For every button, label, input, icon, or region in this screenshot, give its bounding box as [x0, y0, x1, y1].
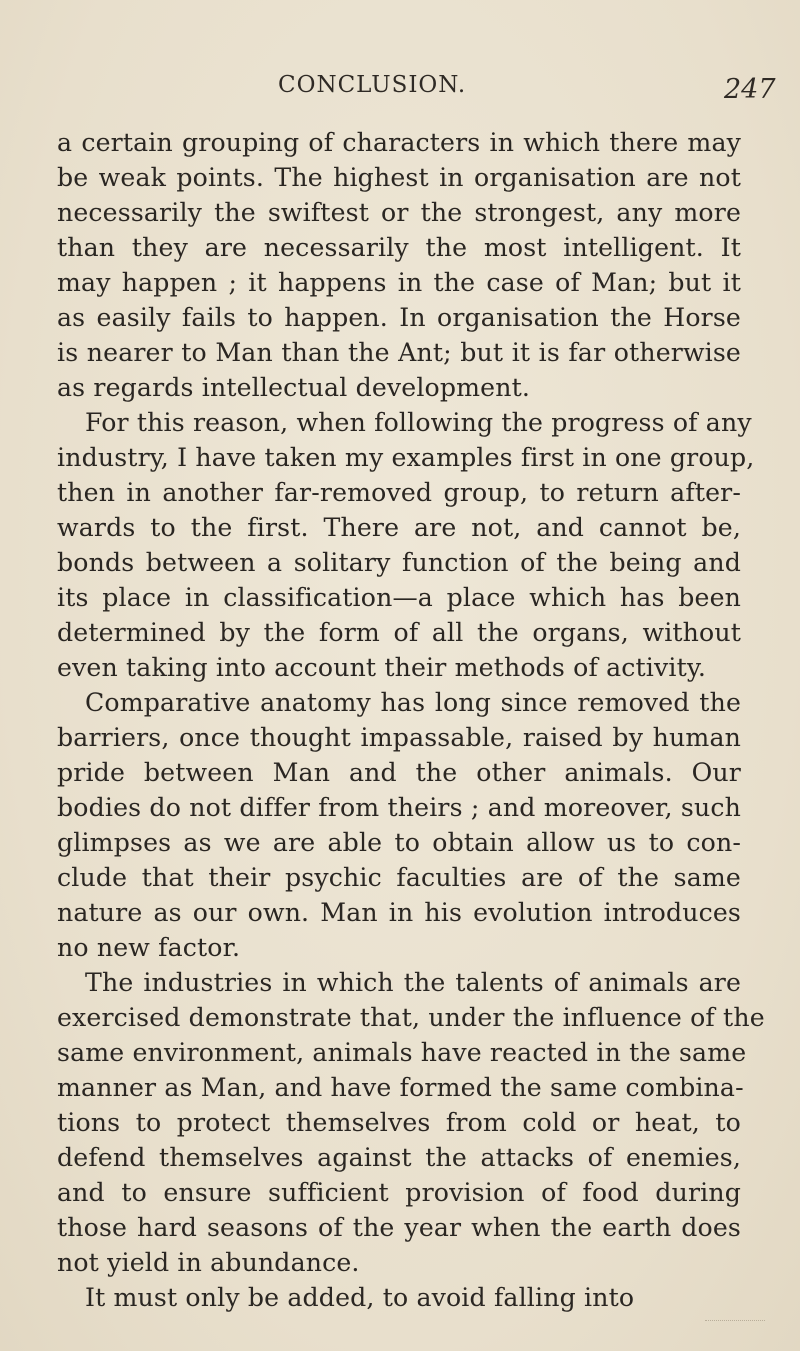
print-smudge [705, 1320, 765, 1324]
text-line: is nearer to Man than the Ant; but it is far otherwise [57, 338, 741, 367]
paragraph-start-line: It must only be added, to avoid falling into [85, 1283, 635, 1312]
text-line: than they are necessarily the most intelligent. It [57, 233, 741, 262]
text-line: and to ensure sufficient provision of food during [57, 1178, 741, 1207]
paragraph-start-line: Comparative anatomy has long since removed the [85, 688, 741, 717]
paragraph-end-line: not yield in abundance. [57, 1248, 360, 1277]
text-line: those hard seasons of the year when the earth does [57, 1213, 741, 1242]
text-line: tions to protect themselves from cold or heat, to [57, 1108, 741, 1137]
text-line: may happen ; it happens in the case of Man; but it [57, 268, 741, 297]
paragraph-end-line: as regards intellectual development. [57, 373, 531, 402]
text-line: pride between Man and the other animals. Our [57, 758, 741, 787]
paragraph-end-line: no new factor. [57, 933, 241, 962]
text-line: its place in classification—a place which has been [57, 583, 741, 612]
text-line: exercised demonstrate that, under the influence of the [57, 1003, 765, 1032]
text-line: industry, I have taken my examples first in one group, [57, 443, 755, 472]
text-line: wards to the first. There are not, and cannot be, [57, 513, 741, 542]
text-line: then in another far-removed group, to return after- [57, 478, 741, 507]
text-line: defend themselves against the attacks of enemies, [57, 1143, 741, 1172]
text-line: glimpses as we are able to obtain allow us to con- [57, 828, 741, 857]
text-line: as easily fails to happen. In organisation the Horse [57, 303, 741, 332]
body-text [57, 125, 765, 1315]
text-line: a certain grouping of characters in which there may [57, 128, 741, 157]
running-head: CONCLUSION. [278, 72, 467, 98]
paragraph-start-line: The industries in which the talents of animals are [85, 968, 741, 997]
text-line: same environment, animals have reacted in the same [57, 1038, 747, 1067]
page-header [0, 72, 800, 112]
text-line: determined by the form of all the organs, without [57, 618, 741, 647]
text-line: necessarily the swiftest or the strongest, any more [57, 198, 741, 227]
text-line: be weak points. The highest in organisation are not [57, 163, 741, 192]
text-line: bonds between a solitary function of the being and [57, 548, 741, 577]
text-line: nature as our own. Man in his evolution introduces [57, 898, 741, 927]
text-line: bodies do not differ from theirs ; and moreover, such [57, 793, 741, 822]
text-line: clude that their psychic faculties are of the same [57, 863, 741, 892]
text-line: barriers, once thought impassable, raised by human [57, 723, 741, 752]
text-line: manner as Man, and have formed the same combina- [57, 1073, 744, 1102]
page-number: 247 [724, 74, 776, 105]
paragraph-end-line: even taking into account their methods of activity. [57, 653, 707, 682]
paragraph-start-line: For this reason, when following the progress of any [85, 408, 752, 437]
